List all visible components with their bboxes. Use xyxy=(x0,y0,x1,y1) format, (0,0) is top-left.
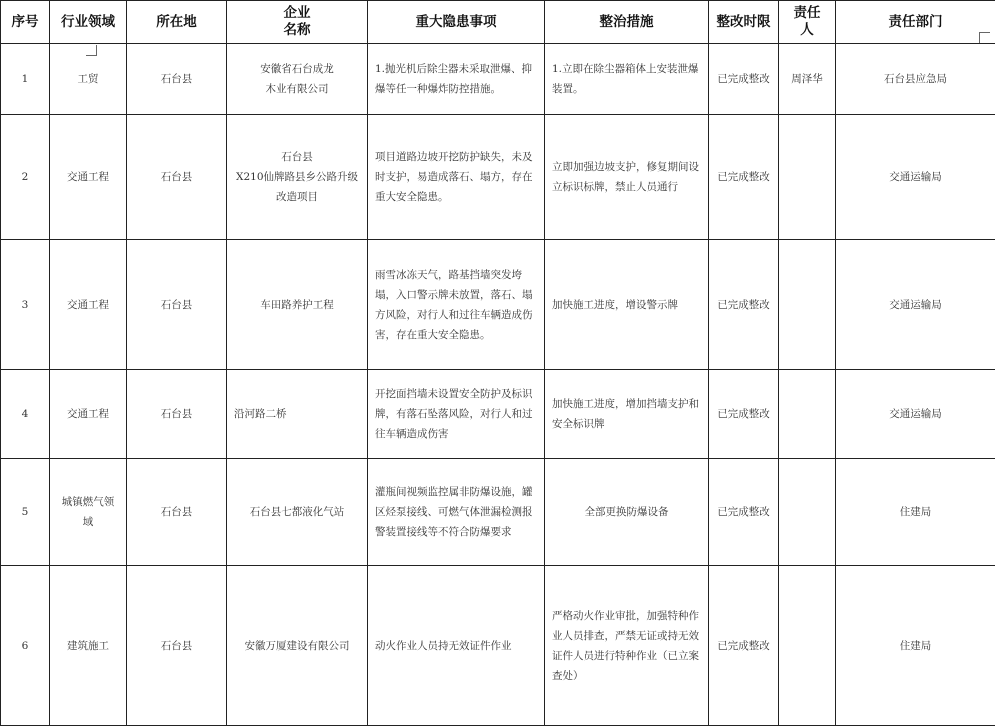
department-cell: 石台县应急局 xyxy=(836,44,995,115)
hazard-cell: 雨雪冰冻天气，路基挡墙突发垮塌，入口警示牌未放置，落石、塌方风险，对行人和过往车辆造成伤害，存在重大安全隐患。 xyxy=(368,240,545,370)
header-cell: 责任部门 xyxy=(836,1,995,44)
row-number: 6 xyxy=(1,566,50,726)
industry-cell: 交通工程 xyxy=(50,240,127,370)
table-row xyxy=(1,115,995,240)
industry-cell: 工贸 xyxy=(50,44,127,115)
measure-cell: 加快施工进度，增加挡墙支护和安全标识牌 xyxy=(545,370,709,459)
department-cell: 交通运输局 xyxy=(836,240,995,370)
header-cell: 整改时限 xyxy=(709,1,779,44)
person-cell xyxy=(779,115,836,240)
row-number: 2 xyxy=(1,115,50,240)
location-cell: 石台县 xyxy=(127,240,227,370)
row-number: 1 xyxy=(1,44,50,115)
measure-cell: 严格动火作业审批，加强特种作业人员排查，严禁无证或持无效证件人员进行特种作业（已立案查处） xyxy=(545,566,709,726)
table-row xyxy=(1,459,995,566)
row-number: 4 xyxy=(1,370,50,459)
deadline-cell: 已完成整改 xyxy=(709,370,779,459)
location-cell: 石台县 xyxy=(127,459,227,566)
table-row xyxy=(1,566,995,726)
page-corner-mark xyxy=(86,45,97,56)
deadline-cell: 已完成整改 xyxy=(709,566,779,726)
page-corner-mark xyxy=(979,32,990,43)
hazard-cell: 动火作业人员持无效证件作业 xyxy=(368,566,545,726)
location-cell: 石台县 xyxy=(127,115,227,240)
deadline-cell: 已完成整改 xyxy=(709,240,779,370)
hazard-cell: 项目道路边坡开挖防护缺失，未及时支护，易造成落石、塌方，存在重大安全隐患。 xyxy=(368,115,545,240)
table-row xyxy=(1,44,995,115)
header-cell: 责任 人 xyxy=(779,1,836,44)
header-cell: 行业领域 xyxy=(50,1,127,44)
header-cell: 重大隐患事项 xyxy=(368,1,545,44)
department-cell: 住建局 xyxy=(836,566,995,726)
measure-cell: 1.立即在除尘器箱体上安装泄爆装置。 xyxy=(545,44,709,115)
measure-cell: 全部更换防爆设备 xyxy=(545,459,709,566)
company-cell: 安徽省石台成龙 木业有限公司 xyxy=(227,44,368,115)
header-cell: 企业 名称 xyxy=(227,1,368,44)
company-cell: 安徽万厦建设有限公司 xyxy=(227,566,368,726)
hazard-cell: 1.抛光机后除尘器未采取泄爆、抑爆等任一种爆炸防控措施。 xyxy=(368,44,545,115)
row-number: 5 xyxy=(1,459,50,566)
industry-cell: 城镇燃气领域 xyxy=(50,459,127,566)
location-cell: 石台县 xyxy=(127,44,227,115)
person-cell xyxy=(779,566,836,726)
company-cell: 石台县 X210仙牌路县乡公路升级改造项目 xyxy=(227,115,368,240)
person-cell xyxy=(779,459,836,566)
measure-cell: 立即加强边坡支护，修复期间设立标识标牌，禁止人员通行 xyxy=(545,115,709,240)
person-cell xyxy=(779,370,836,459)
person-cell xyxy=(779,240,836,370)
row-number: 3 xyxy=(1,240,50,370)
industry-cell: 建筑施工 xyxy=(50,566,127,726)
industry-cell: 交通工程 xyxy=(50,370,127,459)
table-row xyxy=(1,370,995,459)
deadline-cell: 已完成整改 xyxy=(709,44,779,115)
location-cell: 石台县 xyxy=(127,370,227,459)
deadline-cell: 已完成整改 xyxy=(709,459,779,566)
person-cell: 周泽华 xyxy=(779,44,836,115)
hazard-cell: 开挖面挡墙未设置安全防护及标识牌，有落石坠落风险，对行人和过往车辆造成伤害 xyxy=(368,370,545,459)
header-cell: 所在地 xyxy=(127,1,227,44)
department-cell: 交通运输局 xyxy=(836,370,995,459)
measure-cell: 加快施工进度，增设警示牌 xyxy=(545,240,709,370)
table-row xyxy=(1,240,995,370)
department-cell: 住建局 xyxy=(836,459,995,566)
company-cell: 石台县七都液化气站 xyxy=(227,459,368,566)
industry-cell: 交通工程 xyxy=(50,115,127,240)
header-cell: 序号 xyxy=(1,1,50,44)
company-cell: 车田路养护工程 xyxy=(227,240,368,370)
hazard-cell: 灌瓶间视频监控属非防爆设施，罐区烃泵接线、可燃气体泄漏检测报警装置接线等不符合防爆要求 xyxy=(368,459,545,566)
company-cell: 沿河路二桥 xyxy=(227,370,368,459)
department-cell: 交通运输局 xyxy=(836,115,995,240)
deadline-cell: 已完成整改 xyxy=(709,115,779,240)
header-cell: 整治措施 xyxy=(545,1,709,44)
location-cell: 石台县 xyxy=(127,566,227,726)
header-row xyxy=(1,1,995,44)
